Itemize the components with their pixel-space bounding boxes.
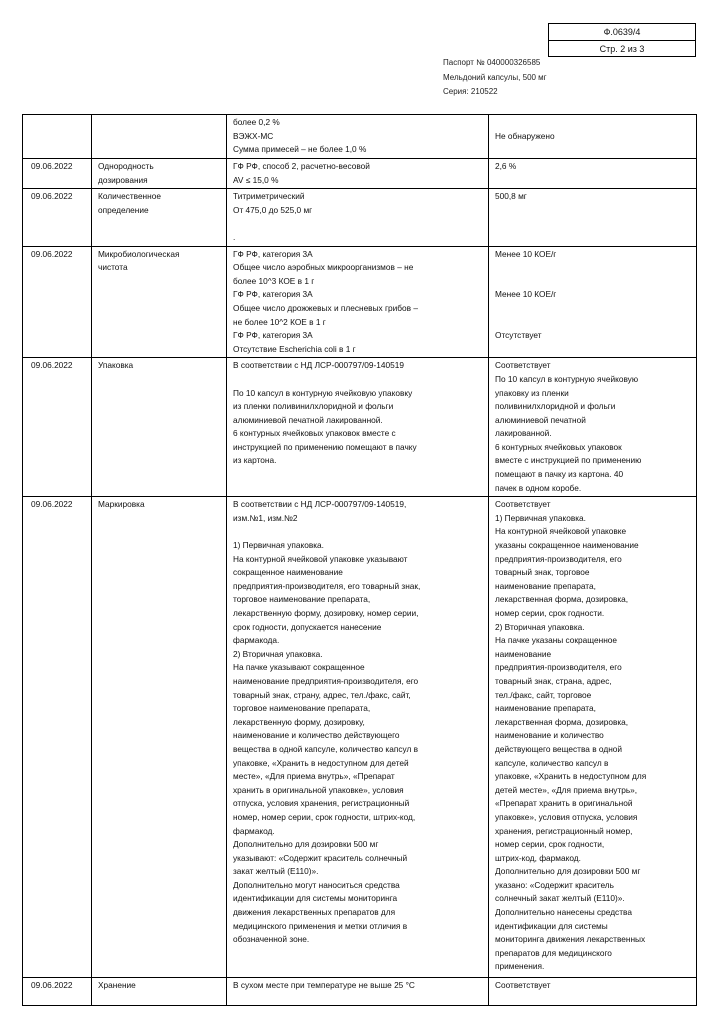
- requirement-cell-line: [233, 525, 485, 539]
- date-cell-line: 09.06.2022: [31, 499, 73, 510]
- result-cell-line: Дополнительно нанесены средства: [495, 907, 632, 918]
- result-cell-line: мониторинга движения лекарственных: [495, 934, 646, 945]
- requirement-cell-line: срок годности, допускается нанесение: [233, 621, 382, 632]
- result-cell-line: капсуле, количество капсул в: [495, 757, 609, 768]
- result-cell-line: Дополнительно для дозировки 500 мг: [495, 866, 641, 877]
- requirement-cell-line: На контурной ячейковой упаковке указывают: [233, 553, 408, 564]
- result-cell-line: лакированной.: [495, 428, 552, 439]
- result-cell: [489, 115, 697, 159]
- test-name-cell: [92, 189, 227, 246]
- result-cell-line: пачек в одном коробе.: [495, 482, 582, 493]
- test-name-cell: [92, 978, 227, 1006]
- table-row: [23, 497, 697, 978]
- requirement-cell: [227, 978, 489, 1006]
- requirement-cell-line: обозначенной зоне.: [233, 934, 310, 945]
- table-row: [23, 115, 697, 159]
- test-name-cell-line: Количественное: [98, 191, 161, 202]
- requirement-cell-line: В сухом месте при температуре не выше 25 °С: [233, 980, 415, 991]
- requirement-cell: [227, 246, 489, 358]
- requirement-cell-line: На пачке указывают сокращенное: [233, 662, 365, 673]
- result-cell-line: 1) Первичная упаковка.: [495, 512, 586, 523]
- result-cell-line: 6 контурных ячейковых упаковок: [495, 441, 622, 452]
- table-row: [23, 159, 697, 189]
- test-name-cell: [92, 246, 227, 358]
- test-name-cell: [92, 115, 227, 159]
- requirement-cell-line: В соответствии с НД ЛСР-000797/09-140519,: [233, 499, 407, 510]
- requirement-cell: [227, 115, 489, 159]
- result-cell-line: «Препарат хранить в оригинальной: [495, 798, 633, 809]
- date-cell: [23, 115, 92, 159]
- result-cell-line: наименование: [495, 648, 552, 659]
- result-cell-line: товарный знак, торговое: [495, 567, 590, 578]
- requirement-cell: [227, 497, 489, 978]
- date-cell: [23, 159, 92, 189]
- result-cell-line: помещают в пачку из картона. 40: [495, 469, 624, 480]
- result-cell-line: На контурной ячейковой упаковке: [495, 526, 627, 537]
- requirement-cell-line: ГФ РФ, категория 3А: [233, 289, 313, 300]
- table-body: [23, 115, 697, 1006]
- result-cell-line: [495, 116, 693, 130]
- test-name-cell: [92, 358, 227, 497]
- result-cell-line: солнечный закат желтый (Е110)».: [495, 893, 625, 904]
- requirement-cell-line: хранить в оригинальной упаковке», условия: [233, 784, 404, 795]
- date-cell-line: 09.06.2022: [31, 980, 73, 991]
- requirement-cell-line: более 0,2 %: [233, 117, 280, 127]
- date-cell-line: 09.06.2022: [31, 360, 73, 371]
- result-cell-line: Не обнаружено: [495, 130, 555, 141]
- requirement-cell-line: наименование и количество действующего: [233, 730, 400, 741]
- result-cell-line: алюминиевой печатной: [495, 414, 586, 425]
- requirement-cell-line: От 475,0 до 525,0 мг: [233, 204, 313, 215]
- result-cell-line: упаковку из пленки: [495, 387, 569, 398]
- requirement-cell-line: Отсутствие Escherichia coli в 1 г: [233, 343, 356, 354]
- result-cell-line: идентификации для системы: [495, 920, 608, 931]
- result-cell-line: По 10 капсул в контурную ячейковую: [495, 373, 639, 384]
- date-cell: [23, 978, 92, 1006]
- batch-number: Серия: 210522: [443, 87, 498, 96]
- result-cell-line: Менее 10 КОЕ/г: [495, 289, 557, 300]
- passport-number: Паспорт № 040000326585: [443, 58, 541, 67]
- requirement-cell-line: [233, 217, 485, 231]
- result-cell-line: упаковке, «Хранить в недоступном для: [495, 771, 647, 782]
- result-cell-line: [495, 261, 693, 275]
- result-cell-line: препаратов для медицинского: [495, 947, 612, 958]
- requirement-cell-line: товарный знак, страну, адрес, тел./факс, сайт,: [233, 689, 411, 700]
- result-cell-line: товарный знак, страна, адрес,: [495, 675, 612, 686]
- result-cell-line: хранения, регистрационный номер,: [495, 825, 633, 836]
- test-name-cell-line: Однородность: [98, 161, 154, 171]
- result-cell-line: вместе с инструкцией по применению: [495, 455, 642, 466]
- test-name-cell-line: Упаковка: [98, 360, 134, 371]
- test-name-cell-line: определение: [98, 204, 149, 215]
- requirement-cell-line: ГФ РФ, способ 2, расчетно-весовой: [233, 161, 370, 171]
- result-cell: [489, 358, 697, 497]
- result-cell-line: лекарственная форма, дозировка,: [495, 594, 629, 605]
- test-name-cell-line: Микробиологическая: [98, 248, 180, 259]
- result-cell-line: применения.: [495, 961, 545, 972]
- requirement-cell-line: не более 10^2 КОЕ в 1 г: [233, 316, 326, 327]
- result-cell-line: 2) Вторичная упаковка.: [495, 621, 585, 632]
- table-row: [23, 246, 697, 358]
- requirement-cell-line: фармакод.: [233, 825, 275, 836]
- result-cell-line: детей месте», «Для приема внутрь»,: [495, 784, 638, 795]
- requirement-cell-line: вещества в одной капсуле, количество капсул в: [233, 743, 419, 754]
- requirement-cell-line: Общее число аэробных микроорганизмов – не: [233, 262, 414, 273]
- date-cell: [23, 246, 92, 358]
- requirement-cell-line: 2) Вторичная упаковка.: [233, 648, 323, 659]
- date-cell-line: 09.06.2022: [31, 161, 73, 171]
- test-name-cell-line: чистота: [98, 262, 128, 273]
- result-cell-line: наименование препарата,: [495, 703, 596, 714]
- requirement-cell-line: инструкцией по применению помещают в пачку: [233, 441, 417, 452]
- result-cell-line: указаны сокращенное наименование: [495, 540, 639, 551]
- result-cell-line: Соответствует: [495, 499, 551, 510]
- requirement-cell-line: AV ≤ 15,0 %: [233, 174, 279, 185]
- requirement-cell-line: изм.№1, изм.№2: [233, 512, 298, 523]
- requirement-cell-line: [233, 373, 485, 387]
- result-cell-line: 500,8 мг: [495, 191, 527, 202]
- form-code: Ф.0639/4: [603, 27, 641, 37]
- requirement-cell-line: торговое наименование препарата,: [233, 703, 371, 714]
- requirement-cell-line: из картона.: [233, 455, 277, 466]
- result-cell-line: На пачке указаны сокращенное: [495, 635, 618, 646]
- requirement-cell-line: Дополнительно могут наноситься средства: [233, 879, 400, 890]
- test-name-cell-line: дозирования: [98, 174, 148, 185]
- passport-info: [443, 56, 547, 100]
- result-cell-line: Соответствует: [495, 980, 551, 991]
- requirement-cell-line: наименование предприятия-производителя, его: [233, 675, 419, 686]
- test-results-table: [22, 114, 697, 1006]
- table-row: [23, 358, 697, 497]
- result-cell: [489, 189, 697, 246]
- requirement-cell-line: указывают: «Содержит краситель солнечный: [233, 852, 408, 863]
- result-cell-line: тел./факс, сайт, торговое: [495, 689, 592, 700]
- requirement-cell-line: ВЭЖХ-МС: [233, 130, 274, 141]
- result-cell-line: номер серии, срок годности,: [495, 839, 605, 850]
- requirement-cell-line: упаковке, «Хранить в недоступном для детей: [233, 757, 409, 768]
- requirement-cell-line: В соответствии с НД ЛСР-000797/09-140519: [233, 360, 404, 371]
- form-code-box: [548, 23, 696, 57]
- requirement-cell-line: движения лекарственных препаратов для: [233, 907, 396, 918]
- requirement-cell-line: 1) Первичная упаковка.: [233, 540, 324, 551]
- result-cell-line: [495, 302, 693, 316]
- requirement-cell-line: отпуска, условия хранения, регистрационный: [233, 798, 410, 809]
- requirement-cell-line: Дополнительно для дозировки 500 мг: [233, 839, 379, 850]
- page-info: Стр. 2 из 3: [549, 40, 695, 57]
- result-cell-line: указано: «Содержит краситель: [495, 879, 614, 890]
- result-cell: [489, 978, 697, 1006]
- result-cell-line: действующего вещества в одной: [495, 743, 623, 754]
- test-name-cell: [92, 159, 227, 189]
- requirement-cell-line: лекарственную форму, дозировку,: [233, 716, 365, 727]
- requirement-cell-line: 6 контурных ячейковых упаковок вместе с: [233, 428, 396, 439]
- requirement-cell-line: идентификации для системы мониторинга: [233, 893, 398, 904]
- requirement-cell-line: из пленки поливинилхлоридной и фольги: [233, 401, 394, 412]
- result-cell-line: наименование препарата,: [495, 580, 596, 591]
- requirement-cell: [227, 159, 489, 189]
- table-row: [23, 978, 697, 1006]
- requirement-cell-line: закат желтый (Е110)».: [233, 866, 319, 877]
- result-cell-line: наименование и количество: [495, 730, 604, 741]
- requirement-cell-line: торговое наименование препарата,: [233, 594, 371, 605]
- requirement-cell-line: По 10 капсул в контурную ячейковую упаковку: [233, 387, 413, 398]
- result-cell-line: Соответствует: [495, 360, 551, 371]
- requirement-cell-line: предприятия-производителя, его товарный знак,: [233, 580, 421, 591]
- result-cell-line: предприятия-производителя, его: [495, 553, 622, 564]
- table-row: [23, 189, 697, 246]
- requirement-cell-line: Титриметрический: [233, 191, 305, 202]
- product-name: Мельдоний капсулы, 500 мг: [443, 72, 547, 82]
- result-cell-line: Менее 10 КОЕ/г: [495, 248, 557, 259]
- result-cell-line: [495, 316, 693, 330]
- requirement-cell-line: лекарственную форму, дозировку, номер серии,: [233, 608, 419, 618]
- test-name-cell-line: Маркировка: [98, 499, 145, 510]
- date-cell-line: 09.06.2022: [31, 248, 73, 259]
- result-cell-line: Отсутствует: [495, 330, 542, 341]
- test-name-cell-line: Хранение: [98, 980, 136, 991]
- date-cell: [23, 189, 92, 246]
- requirement-cell-line: более 10^3 КОЕ в 1 г: [233, 275, 315, 286]
- requirement-cell-line: месте», «Для приема внутрь», «Препарат: [233, 771, 395, 782]
- requirement-cell-line: .: [233, 231, 236, 242]
- date-cell-line: 09.06.2022: [31, 191, 73, 202]
- requirement-cell-line: медицинского применения и метки отличия в: [233, 920, 408, 931]
- result-cell: [489, 497, 697, 978]
- requirement-cell: [227, 189, 489, 246]
- result-cell-line: предприятия-производителя, его: [495, 662, 622, 673]
- result-cell: [489, 246, 697, 358]
- requirement-cell-line: ГФ РФ, категория 3А: [233, 248, 313, 259]
- date-cell: [23, 358, 92, 497]
- result-cell-line: [495, 275, 693, 289]
- requirement-cell-line: ГФ РФ, категория 3А: [233, 330, 313, 341]
- result-cell-line: поливинилхлоридной и фольги: [495, 401, 616, 412]
- requirement-cell-line: Общее число дрожжевых и плесневых грибов –: [233, 302, 418, 313]
- requirement-cell-line: алюминиевой печатной лакированной.: [233, 414, 383, 425]
- result-cell-line: штрих-код, фармакод.: [495, 852, 581, 863]
- requirement-cell: [227, 358, 489, 497]
- result-cell-line: лекарственная форма, дозировка,: [495, 716, 629, 727]
- date-cell: [23, 497, 92, 978]
- result-cell-line: упаковке», условия отпуска, условия: [495, 811, 638, 822]
- requirement-cell-line: сокращенное наименование: [233, 567, 343, 578]
- result-cell-line: номер серии, срок годности.: [495, 608, 605, 618]
- requirement-cell-line: номер, номер серии, срок годности, штрих-код,: [233, 811, 416, 822]
- requirement-cell-line: фармакода.: [233, 635, 280, 646]
- test-name-cell: [92, 497, 227, 978]
- result-cell: [489, 159, 697, 189]
- requirement-cell-line: Сумма примесей – не более 1,0 %: [233, 144, 367, 155]
- result-cell-line: 2,6 %: [495, 161, 517, 171]
